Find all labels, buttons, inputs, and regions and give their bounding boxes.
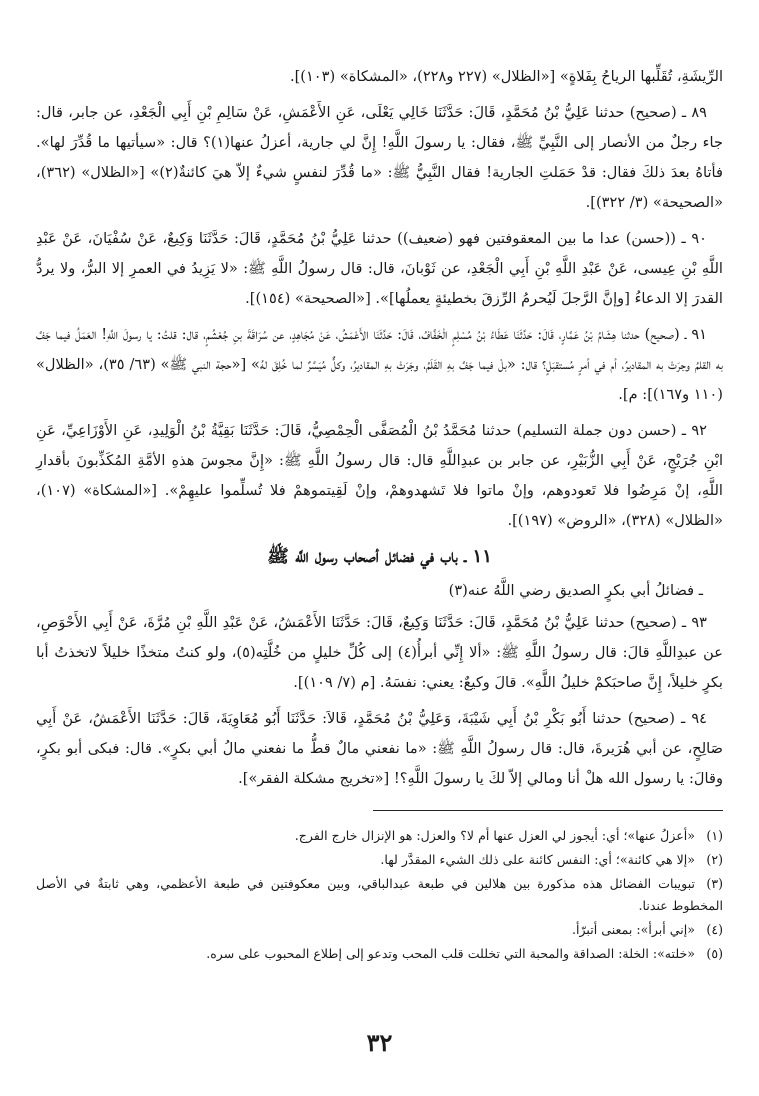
hadith-89: ٨٩ ـ (صحيح) حدثنا عَلِيُّ بْنُ مُحَمَّدٍ، قَالَ: حَدَّثَنَا خَالِي يَعْلَى، عَنِ الأَعْمَشِ، عَنْ سَالِمِ بْنِ أَبِي الْجَعْدِ، عن جابر، قال: جاء رجلٌ من الأنصار إلى النَّبِيِّ ﷺ، فقال: يا رسولَ اللَّهِ! إِنَّ لي جارية، أعزلُ عنها(١)؟ قال: «سيأتيها ما قُدِّرَ لها». فأتاهُ بعدَ ذلكَ فقال: قدْ حَمَلتِ الجارية! فقال النَّبِيُّ ﷺ: «ما قُدِّرَ لنفسٍ شيءٌ إلاّ هيَ كائنةٌ(٢)» [«الظلال» (٣٦٢)، «الصحيحة» (٣/ ٣٢٢)].	[36, 104, 723, 211]
hadith-93: ٩٣ ـ (صحيح) حدثنا عَلِيُّ بْنُ مُحَمَّدٍ، قَالَ: حَدَّثَنَا وَكِيعٌ، قَالَ: حَدَّثَنَا الأَعْمَشُ، عَنْ عَبْدِ اللَّهِ بْنِ مُرَّةَ، عَنْ أَبِي الأَحْوَصِ، عن عبدِاللَّهِ قالَ: قال رسولُ اللَّهِ ﷺ: «ألا إِنِّي أبرأُ(٤) إلى كُلِّ خليلٍ من خُلَّتِه(٥)، ولو كنتُ متخذًا خليلاً لاتخذتُ أبا بكرٍ خليلاً، إِنَّ صاحبَكمْ خليلُ اللَّهِ». قالَ وكيعٌ: يعني: نفسَهُ. [م (٧/ ١٠٩)].	[36, 614, 723, 691]
hadith-94: ٩٤ ـ (صحيح) حدثنا أَبُو بَكْرِ بْنُ أَبِي شَيْبَةَ، وَعَلِيُّ بْنُ مُحَمَّدٍ، قَالاَ: حَدَّثَنَا أَبُو مُعَاوِيَةَ، قَالَ: حَدَّثَنَا الأَعْمَشُ، عَنْ أَبِي صَالِحٍ، عن أبي هُرَيرةَ، قال: قال رسولُ اللَّهِ ﷺ: «ما نفعني مالٌ قطُّ ما نفعني مالُ أبي بكرٍ». قال: فبكى أبو بكرٍ، وقالَ: يا رسول الله هلْ أنا ومالي إلاّ لكَ يا رسولَ اللَّهِ؟! [«تخريج مشكلة الفقر»].	[36, 710, 723, 787]
footnote-4	[36, 919, 723, 941]
footnote-text: «خلته»: الخلة: الصداقة والمحبة التي تخللت قلب المحب وتدعو إلى إطلاع المحبوب على سره.	[206, 946, 695, 961]
footnote-3	[36, 873, 723, 917]
paragraph-continuation: الرِّيشَةِ، تُقَلِّبها الرياحُ بِفَلاةٍ» [«الظلال» (٢٢٧ و٢٢٨)، «المشكاة» (١٠٣)].	[289, 68, 723, 85]
footnotes	[36, 825, 723, 965]
chapter-title: ١١ ـ باب في فضائل أصحاب رسول اللَّه ﷺ	[267, 546, 492, 567]
footnote-number: (٥)	[706, 946, 723, 961]
page-number: ٣٢	[366, 1028, 393, 1057]
footnote-1	[36, 825, 723, 847]
hadith-92: ٩٢ ـ (حسن دون جملة التسليم) حدثنا مُحَمَّدُ بْنُ الْمُصَفَّى الْحِمْصِيُّ، قَالَ: حَدَّثَنَا بَقِيَّةُ بْنُ الْوَلِيدِ، عَنِ الأَوْزَاعِيِّ، عَنِ ابْنِ جُرَيْجٍ، عَنْ أَبِي الزُّبَيْرِ، عن جابر بن عبدِاللَّهِ قال: قال رسولُ اللَّهِ ﷺ: «إِنَّ مجوسَ هذهِ الأمَّةِ المُكَذِّبونَ بأقدارِ اللَّهِ، إنْ مَرِضُوا فلا تَعودوهم، وإنْ ماتوا فلا تَشهدوهمْ، وإنْ لَقِيتموهمْ فلا تُسلِّموا عليهِمْ». [«المشكاة» (١٠٧)، «الظلال» (٣٢٨)، «الروض» (١٩٧)].	[36, 422, 723, 529]
footnote-2	[36, 849, 723, 871]
main-text	[36, 62, 723, 794]
footnote-number: (٤)	[706, 922, 723, 937]
footnote-number: (٢)	[706, 852, 723, 867]
footnote-number: (٣)	[706, 876, 723, 891]
hadith-91: ٩١ ـ (صحيح) حدثنا هِشَامُ بْنُ عَمَّارٍ، قَالَ: حَدَّثَنَا عَطَاءُ بْنُ مُسْلِمٍ الْخَفَّافُ، قَالَ: حَدَّثَنَا الأَعْمَشُ، عَنْ مُجَاهِدٍ، عن سُرَاقَةَ بنِ جُعْشُمٍ، قال: قلتُ: يا رسولَ اللَّهِ! العَمَلُ فيما جَفَّ به القلمُ وجرَتْ به المقاديرُ، أم في أمرٍ مُستقبَلٍ؟ قال: «بلْ فيما جَفَّ بهِ القَلَمُ، وجَرَتْ بهِ المقاديرُ، وكلٌّ مُيَسَّرٌ لما خُلِقَ لهُ» [«حجة النبي ﷺ» (٦٣/ ٣٥)، «الظلال» (١١٠ و١٦٧)]: م].	[36, 326, 723, 403]
footnote-text: «أعزلُ عنها»؛ أي: أيجوز لي العزل عنها أم لا؟ والعزل: هو الإنزال خارج الفرج.	[294, 828, 695, 843]
footnote-text: تبويبات الفضائل هذه مذكورة بين هلالين في طبعة عبدالباقي، وبين معكوفتين في طبعة الأعظمي، وهي ثابتةٌ في الأصل المخطوط عندنا.	[36, 876, 723, 913]
hadith-90: ٩٠ ـ ((حسن) عدا ما بين المعقوفتين فهو (ضعيف)) حدثنا عَلِيُّ بْنُ مُحَمَّدٍ، قَالَ: حَدَّثَنَا وَكِيعٌ، عَنْ سُفْيَانَ، عَنْ عَبْدِ اللَّهِ بْنِ عِيسى، عَنْ عَبْدِ اللَّهِ بْنِ أَبِي الْجَعْدِ، عن ثَوْبانَ، قال: قال رسولُ اللَّهِ ﷺ: «لا يَزِيدُ في العمرِ إلا البرُّ، ولا يردُّ القدرَ إلا الدعاءُ [وإنَّ الرَّجلَ لَيُحرمُ الرِّزقَ بخطيئةٍ يعملُها]». [«الصحيحة» (١٥٤)].	[36, 230, 723, 307]
footnote-divider	[373, 810, 723, 811]
footnote-text: «إلا هي كائنة»؛ أي: النفس كائنة على ذلك الشيء المقدَّر لها.	[380, 852, 695, 867]
section-subheading: ـ فضائلُ أبي بكرٍ الصديق رضي اللَّهُ عنه(٣)	[448, 582, 703, 599]
footnote-5	[36, 943, 723, 965]
footnote-number: (١)	[706, 828, 723, 843]
footnote-text: «إني أبرأ»: بمعنى أتبرّأ.	[571, 922, 695, 937]
